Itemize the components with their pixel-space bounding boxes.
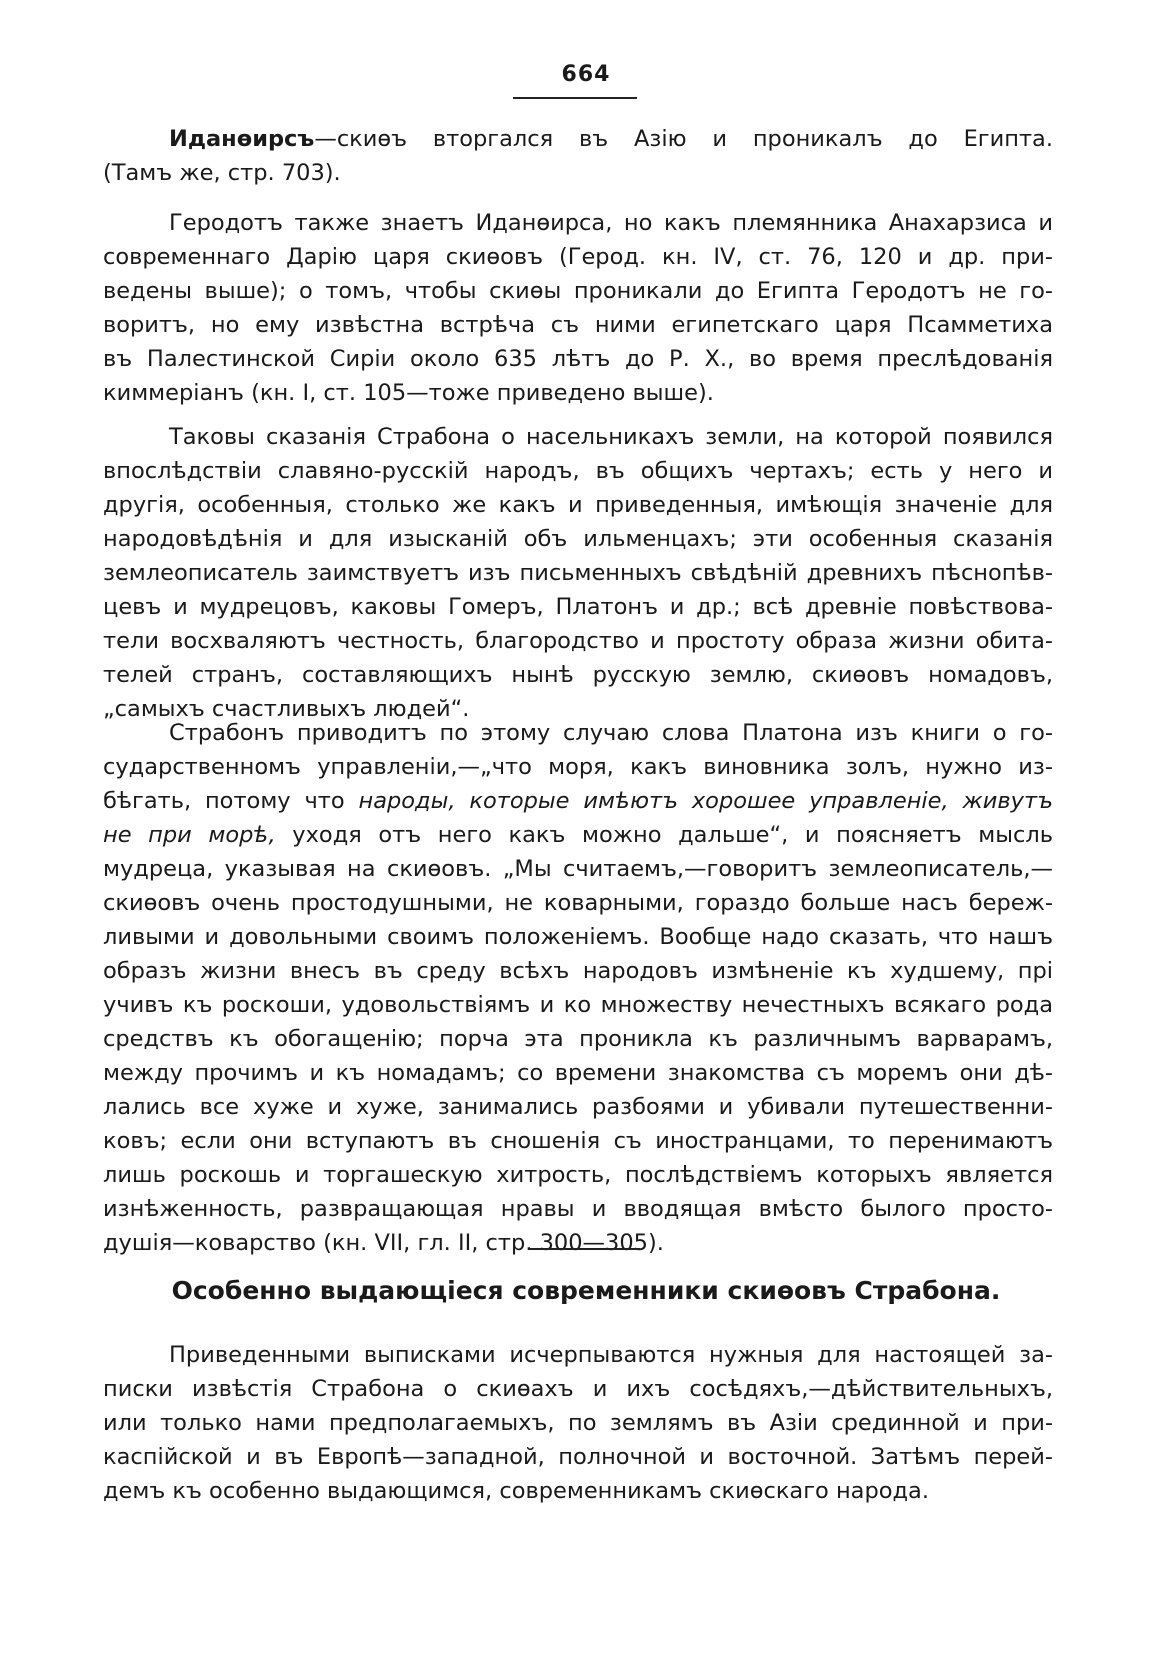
paragraph-line: ковъ; если они вступаютъ въ сношенія съ иностранцами, то перенимаютъ [103,1128,1053,1154]
paragraph-line: Геродотъ также знаетъ Иданөирса, но какъ племянника Анахарзиса и [169,210,1053,236]
paragraph-line: телей странъ, составляющихъ нынѣ русскую землю, скиөовъ номадовъ, [103,662,1053,688]
paragraph-herodotus [103,206,1053,410]
paragraph-line: или только нами предполагаемыхъ, по землямъ въ Азіи срединной и при- [103,1410,1053,1436]
italic-quote: не при морѣ, [103,822,276,848]
paragraph-line: воритъ, но ему извѣстна встрѣча съ ними египетскаго царя Псамметиха [103,312,1053,338]
paragraph-line: писки извѣстія Страбона о скиөахъ и ихъ сосѣдяхъ,—дѣйствительныхъ, [103,1376,1053,1402]
paragraph-conclusion [103,1338,1053,1508]
line-text: бѣгать, потому что [103,788,359,814]
section-heading: Особенно выдающіеся современники скиөовъ Страбона. [171,1276,1001,1305]
paragraph-line: (Тамъ же, стр. 703). [103,160,341,186]
paragraph-line: ливыми и довольными своимъ положеніемъ. Вообще надо сказать, что нашъ [103,924,1053,950]
entry-text: —скиөъ вторгался въ Азію и проникалъ до Египта. [314,126,1053,152]
paragraph-strabo-tales [103,420,1053,726]
paragraph-line: душія—коварство (кн. VII, гл. II, стр. 300—305). [103,1230,664,1256]
paragraph-line: скиөовъ очень простодушными, не коварными, гораздо больше насъ береж- [103,890,1053,916]
paragraph-line: цевъ и мудрецовъ, каковы Гомеръ, Платонъ и др.; всѣ древніе повѣствова- [103,594,1053,620]
entry-term: Иданөирсъ [169,126,315,152]
paragraph-line: тели восхваляютъ честность, благородство и простоту образа жизни обита- [103,628,1053,654]
paragraph-line: „самыхъ счастливыхъ людей“. [103,696,470,722]
section-divider [530,1248,640,1250]
paragraph-line: народовѣдѣнія и для изысканій объ ильменцахъ; эти особенныя сказанія [103,526,1053,552]
paragraph-line: изнѣженность, развращающая нравы и вводящая вмѣсто былого просто- [103,1196,1053,1222]
paragraph-line: учивъ къ роскоши, удовольствіямъ и ко множеству нечестныхъ всякаго рода [103,992,1053,1018]
paragraph-line: землеописатель заимствуетъ изъ письменныхъ свѣдѣній древнихъ пѣснопѣв- [103,560,1053,586]
paragraph-idanthyrsus [103,122,1053,190]
paragraph-line: мудреца, указывая на скиөовъ. „Мы считаемъ,—говоритъ землеописатель,— [103,856,1053,882]
paragraph-line: сударственномъ управленіи,—„что моря, какъ виновника золъ, нужно из- [103,754,1053,780]
paragraph-line: лались все хуже и хуже, занимались разбоями и убивали путешественни- [103,1094,1053,1120]
paragraph-plato-quote [103,716,1053,1260]
paragraph-line: впослѣдствіи славяно-русскій народъ, въ общихъ чертахъ; есть у него и [103,458,1053,484]
paragraph-line [103,122,1053,156]
paragraph-line: другія, особенныя, столько же какъ и приведенныя, имѣющія значеніе для [103,492,1053,518]
paragraph-line: образъ жизни внесъ въ среду всѣхъ народовъ измѣненіе къ худшему, прі [103,958,1053,984]
paragraph-line: Страбонъ приводитъ по этому случаю слова Платона изъ книги о го- [169,720,1053,746]
paragraph-line: ведены выше); о томъ, чтобы скиөы проникали до Египта Геродотъ не го- [103,278,1053,304]
paragraph-line: лишь роскошь и торгашескую хитрость, послѣдствіемъ которыхъ является [103,1162,1053,1188]
line-text: уходя отъ него какъ можно дальше“, и поясняетъ мысль [275,822,1053,848]
paragraph-line: между прочимъ и къ номадамъ; со времени знакомства съ моремъ они дѣ- [103,1060,1053,1086]
paragraph-line: каспійской и въ Европѣ—западной, полночной и восточной. Затѣмъ перей- [103,1444,1053,1470]
page-number: 664 [561,62,611,87]
paragraph-line: Приведенными выписками исчерпываются нужныя для настоящей за- [169,1342,1053,1368]
paragraph-line: въ Палестинской Сиріи около 635 лѣтъ до Р. Х., во время преслѣдованія [103,346,1053,372]
paragraph-line: средствъ къ обогащенію; порча эта проникла къ различнымъ варварамъ, [103,1026,1053,1052]
paragraph-line: Таковы сказанія Страбона о насельникахъ земли, на которой появился [169,424,1053,450]
paragraph-line [103,818,1053,852]
paragraph-line: демъ къ особенно выдающимся, современникамъ скиөскаго народа. [103,1478,929,1504]
paragraph-line [103,784,1053,818]
paragraph-line: современнаго Дарію царя скиөовъ (Герод. кн. IV, ст. 76, 120 и др. при- [103,244,1053,270]
italic-quote: народы, которые имѣютъ хорошее управленіе, живутъ [358,788,1053,814]
header-rule [513,97,637,99]
paragraph-line: киммеріанъ (кн. I, ст. 105—тоже приведено выше). [103,380,714,406]
